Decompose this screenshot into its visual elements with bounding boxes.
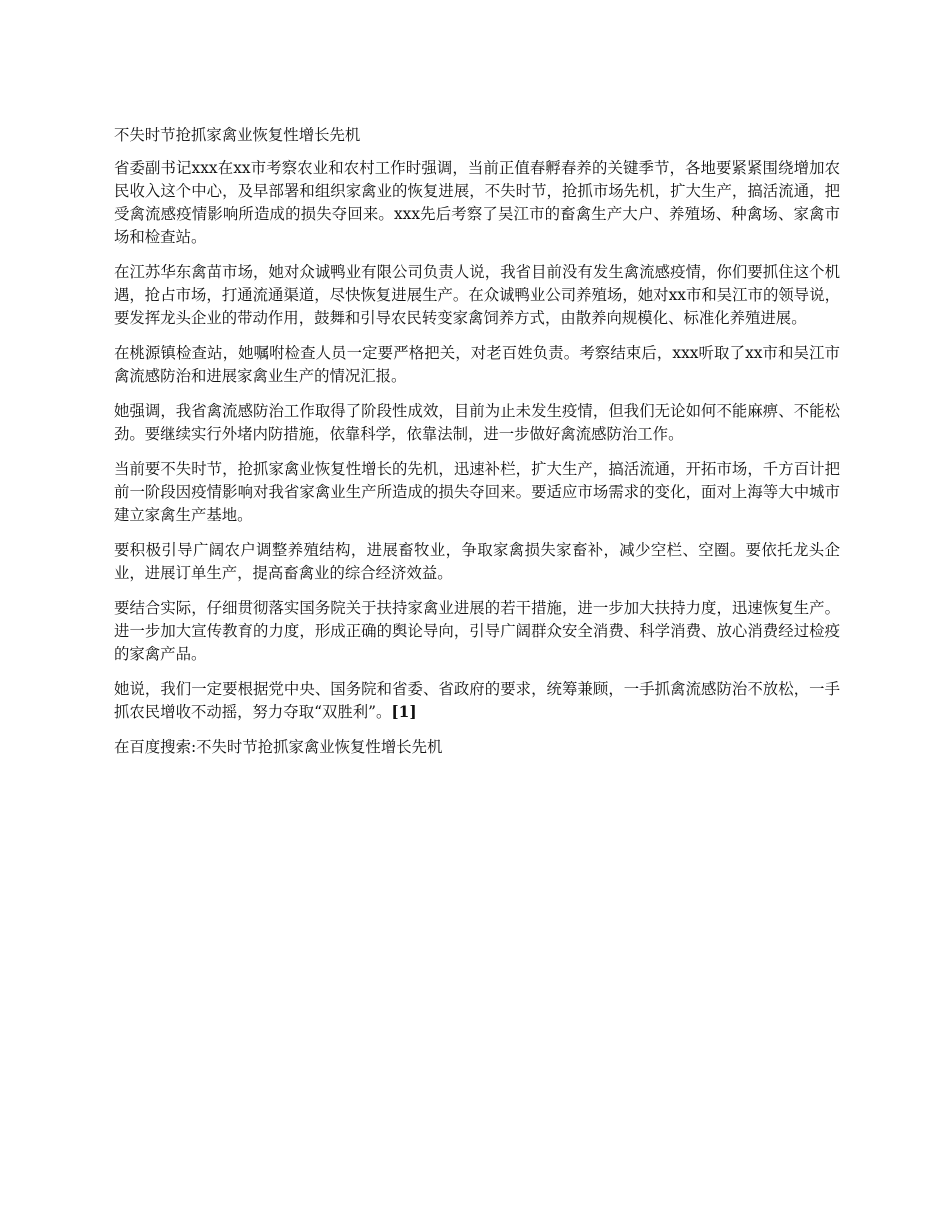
search-line: 在百度搜索:不失时节抢抓家禽业恢复性增长先机 <box>114 738 443 756</box>
document-title: 不失时节抢抓家禽业恢复性增长先机 <box>114 126 361 144</box>
paragraph-8-text: 她说，我们一定要根据党中央、国务院和省委、省政府的要求，统筹兼顾，一手抓禽流感防治不放松，一手抓农民增收不动摇，努力夺取“双胜利”。 <box>114 680 840 721</box>
paragraph-8 <box>114 678 840 724</box>
paragraph-1: 省委副书记xxx在xx市考察农业和农村工作时强调，当前正值春孵春养的关键季节，各地要紧紧围绕增加农民收入这个中心，及早部署和组织家禽业的恢复进展，不失时节，抢抓市场先机，扩大生产，搞活流通，把受禽流感疫情影响所造成的损失夺回来。xxx先后考察了吴江市的畜禽生产大户、养殖场、种禽场、家禽市场和检查站。 <box>114 159 840 246</box>
document-page <box>114 124 840 771</box>
paragraph-2: 在江苏华东禽苗市场，她对众诚鸭业有限公司负责人说，我省目前没有发生禽流感疫情，你们要抓住这个机遇，抢占市场，打通流通渠道，尽快恢复进展生产。在众诚鸭业公司养殖场，她对xx市和吴江市的领导说，要发挥龙头企业的带动作用，鼓舞和引导农民转变家禽饲养方式，由散养向规模化、标准化养殖进展。 <box>114 263 840 327</box>
reference-marker[interactable]: [1] <box>391 703 417 721</box>
paragraph-7: 要结合实际，仔细贯彻落实国务院关于扶持家禽业进展的若干措施，进一步加大扶持力度，迅速恢复生产。进一步加大宣传教育的力度，形成正确的舆论导向，引导广阔群众安全消费、科学消费、放心消费经过检疫的家禽产品。 <box>114 599 840 663</box>
paragraph-3: 在桃源镇检查站，她嘱咐检查人员一定要严格把关，对老百姓负责。考察结束后，xxx听取了xx市和吴江市禽流感防治和进展家禽业生产的情况汇报。 <box>114 344 840 385</box>
paragraph-6: 要积极引导广阔农户调整养殖结构，进展畜牧业，争取家禽损失家畜补，减少空栏、空圈。要依托龙头企业，进展订单生产，提高畜禽业的综合经济效益。 <box>114 541 840 582</box>
paragraph-4: 她强调，我省禽流感防治工作取得了阶段性成效，目前为止未发生疫情，但我们无论如何不能麻痹、不能松劲。要继续实行外堵内防措施，依靠科学，依靠法制，进一步做好禽流感防治工作。 <box>114 402 840 443</box>
paragraph-5: 当前要不失时节，抢抓家禽业恢复性增长的先机，迅速补栏，扩大生产，搞活流通，开拓市场，千方百计把前一阶段因疫情影响对我省家禽业生产所造成的损失夺回来。要适应市场需求的变化，面对上海等大中城市建立家禽生产基地。 <box>114 460 840 524</box>
